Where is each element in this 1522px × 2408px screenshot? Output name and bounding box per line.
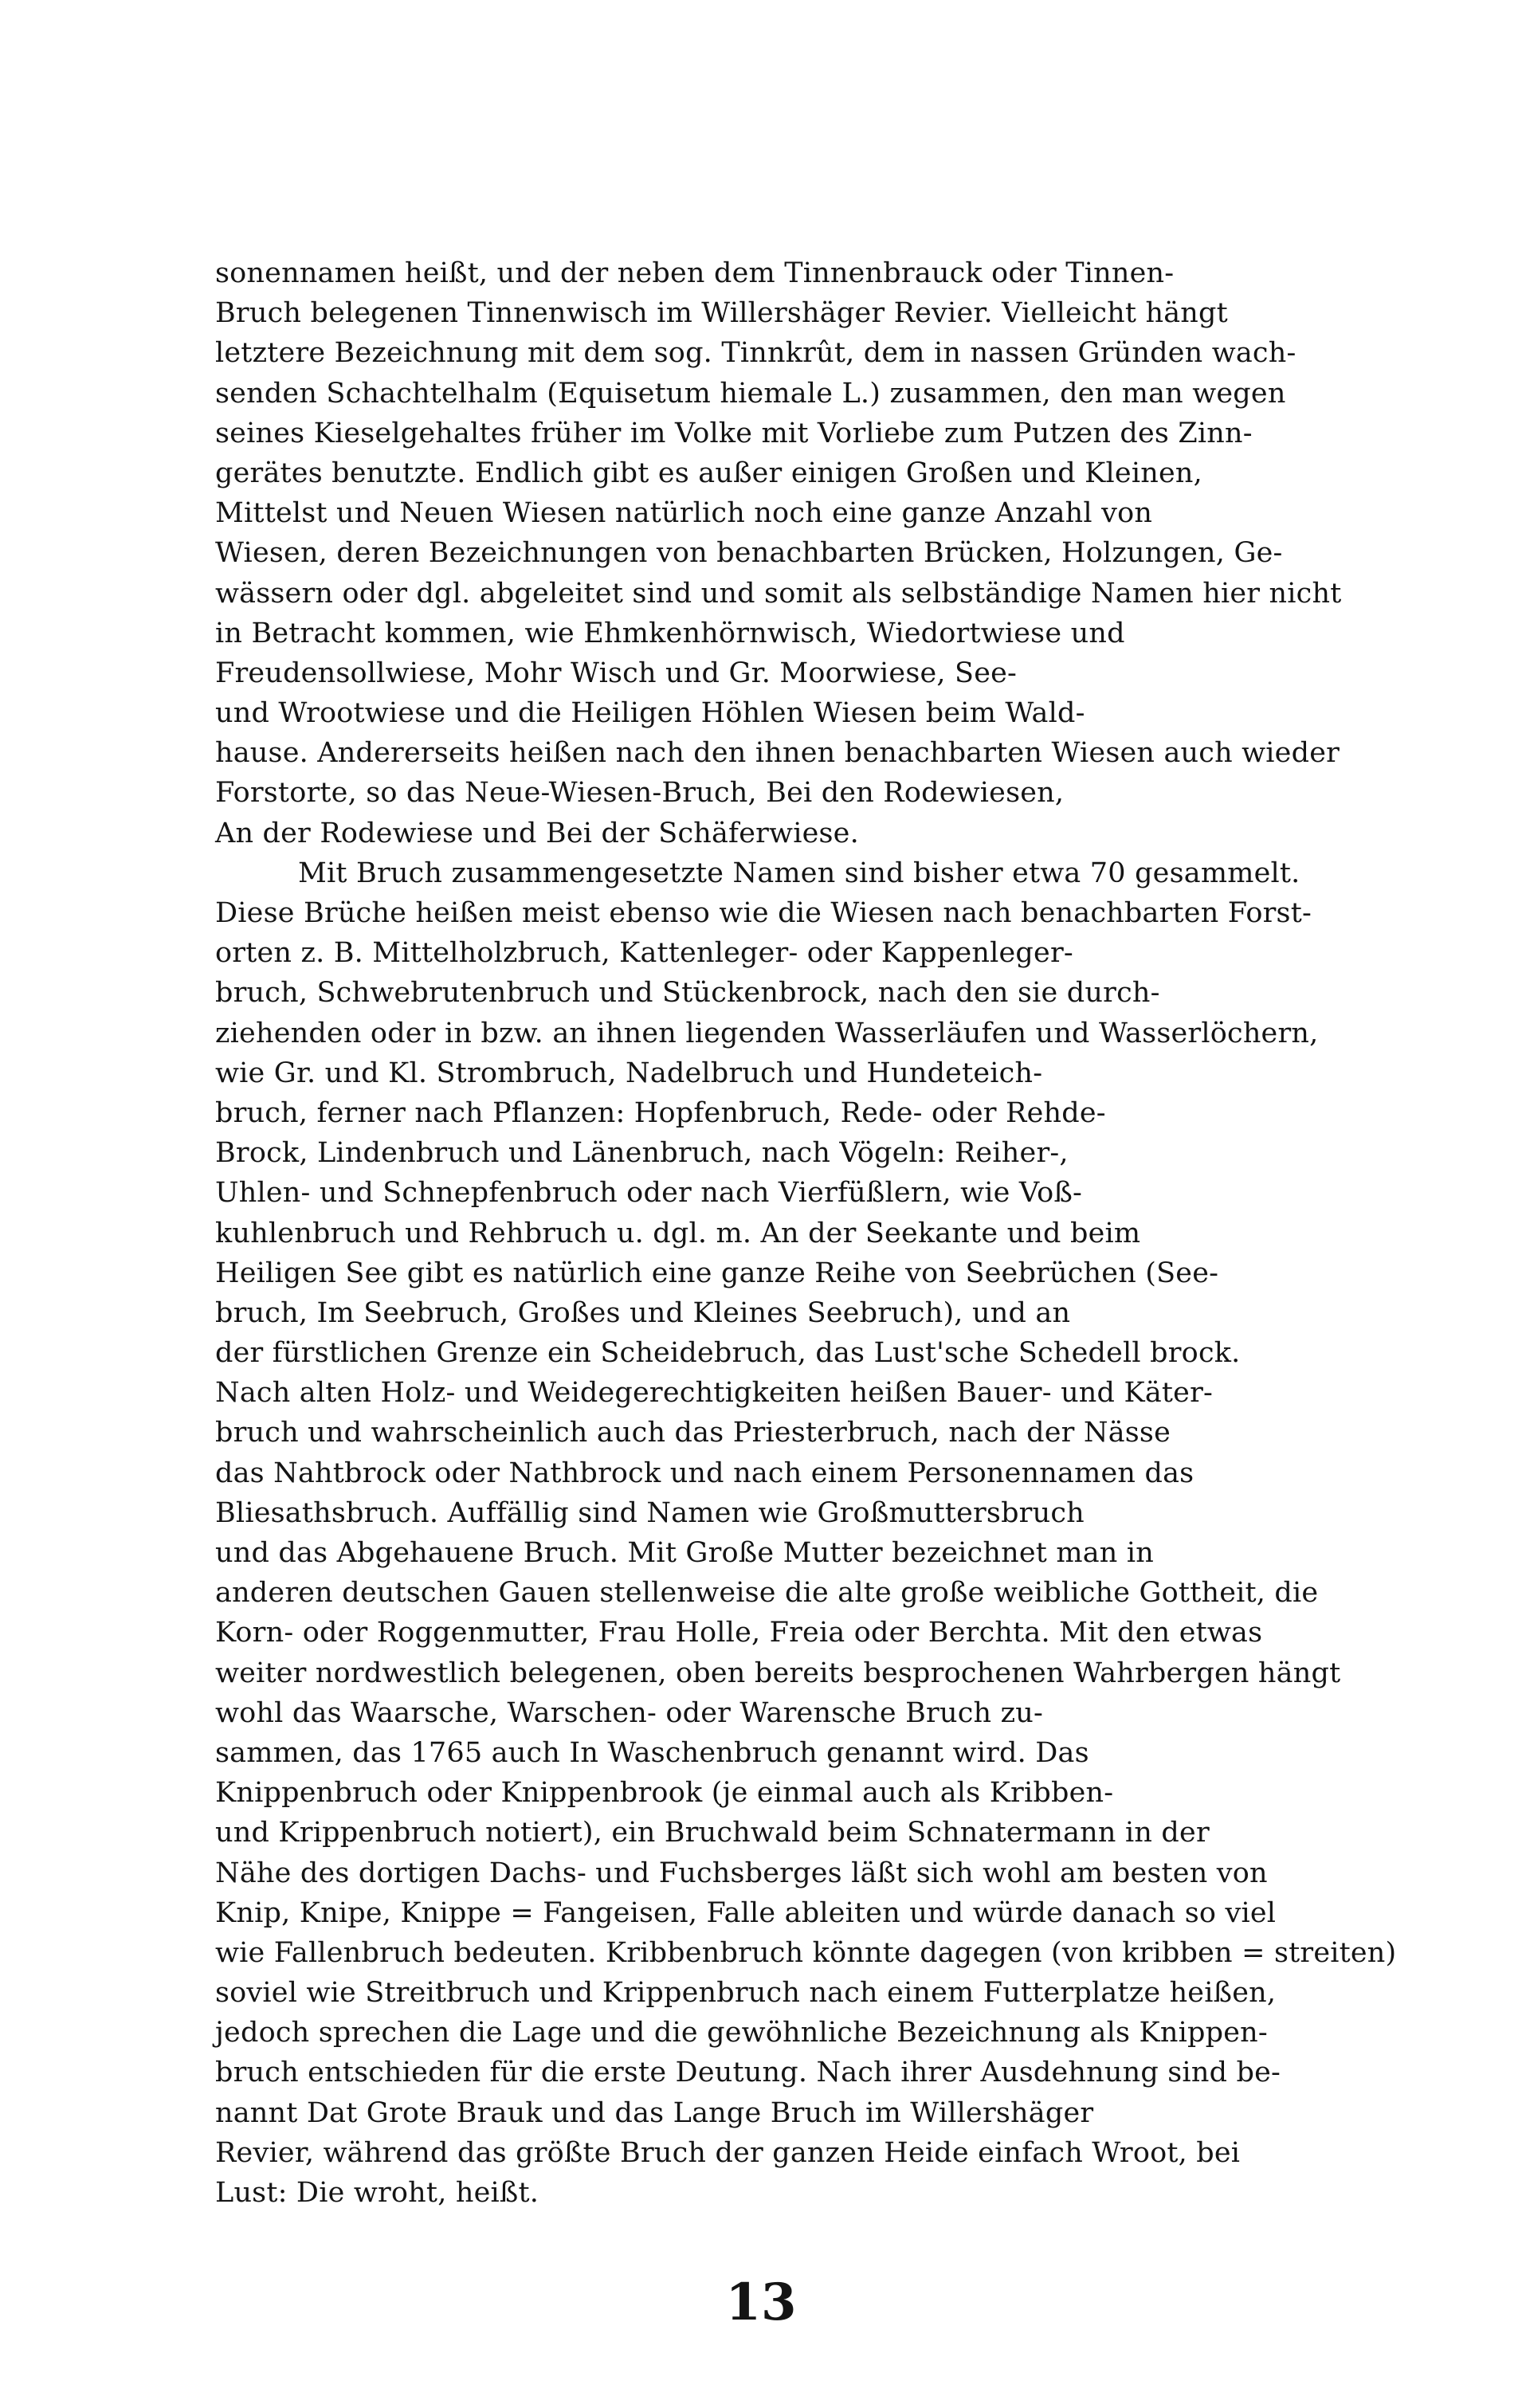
text-line: sonennamen heißt, und der neben dem Tinnenbrauck oder Tinnen-	[215, 257, 1175, 289]
text-line: Freudensollwiese, Mohr Wisch und Gr. Moorwiese, See-	[215, 657, 1018, 689]
text-line: Brock, Lindenbruch und Länenbruch, nach Vögeln: Reiher-,	[215, 1137, 1069, 1170]
text-line: wohl das Waarsche, Warschen- oder Warensche Bruch zu-	[215, 1696, 1043, 1729]
text-line: sammen, das 1765 auch In Waschenbruch genannt wird. Das	[215, 1736, 1089, 1769]
text-line: Forstorte, so das Neue-Wiesen-Bruch, Bei den Rodewiesen,	[215, 777, 1065, 810]
text-line: bruch, ferner nach Pflanzen: Hopfenbruch, Rede- oder Rehde-	[215, 1096, 1106, 1129]
text-line: anderen deutschen Gauen stellenweise die alte große weibliche Gottheit, die	[215, 1577, 1319, 1610]
text-line: Lust: Die wroht, heißt.	[215, 2177, 539, 2209]
text-line: Wiesen, deren Bezeichnungen von benachbarten Brücken, Holzungen, Ge-	[215, 537, 1283, 570]
text-line: bruch und wahrscheinlich auch das Priesterbruch, nach der Nässe	[215, 1417, 1171, 1449]
text-line: in Betracht kommen, wie Ehmkenhörnwisch, Wiedortwiese und	[215, 617, 1125, 649]
body-text	[215, 253, 1397, 2213]
text-line: wässern oder dgl. abgeleitet sind und somit als selbständige Namen hier nicht	[215, 577, 1342, 610]
text-line: orten z. B. Mittelholzbruch, Kattenleger- oder Kappenleger-	[215, 937, 1073, 970]
text-line: Mit Bruch zusammengesetzte Namen sind bisher etwa 70 gesammelt.	[298, 857, 1300, 889]
paragraph	[215, 853, 1397, 2213]
text-line: Korn- oder Roggenmutter, Frau Holle, Freia oder Berchta. Mit den etwas	[215, 1617, 1263, 1649]
text-line: Bliesathsbruch. Auffällig sind Namen wie Großmuttersbruch	[215, 1496, 1085, 1529]
text-line: Diese Brüche heißen meist ebenso wie die Wiesen nach benachbarten Forst-	[215, 897, 1312, 929]
text-line: das Nahtbrock oder Nathbrock und nach einem Personennamen das	[215, 1457, 1194, 1489]
text-line: letztere Bezeichnung mit dem sog. Tinnkrût, dem in nassen Gründen wach-	[215, 337, 1296, 370]
text-line: senden Schachtelhalm (Equisetum hiemale L.) zusammen, den man wegen	[215, 377, 1286, 410]
text-line: Nähe des dortigen Dachs- und Fuchsberges läßt sich wohl am besten von	[215, 1857, 1268, 1889]
text-line: bruch entschieden für die erste Deutung. Nach ihrer Ausdehnung sind be-	[215, 2057, 1281, 2089]
text-line: hause. Andererseits heißen nach den ihnen benachbarten Wiesen auch wieder	[215, 737, 1340, 770]
text-line: wie Gr. und Kl. Strombruch, Nadelbruch und Hundeteich-	[215, 1057, 1043, 1089]
text-line: seines Kieselgehaltes früher im Volke mit Vorliebe zum Putzen des Zinn-	[215, 417, 1253, 449]
page-number: 13	[725, 2273, 797, 2332]
text-line: jedoch sprechen die Lage und die gewöhnliche Bezeichnung als Knippen-	[215, 2017, 1268, 2049]
text-line: Knippenbruch oder Knippenbrook (je einmal auch als Kribben-	[215, 1777, 1114, 1810]
text-line: Revier, während das größte Bruch der ganzen Heide einfach Wroot, bei	[215, 2136, 1241, 2169]
text-line: Bruch belegenen Tinnenwisch im Willershäger Revier. Vielleicht hängt	[215, 297, 1228, 330]
text-line: kuhlenbruch und Rehbruch u. dgl. m. An der Seekante und beim	[215, 1217, 1141, 1249]
text-line: Nach alten Holz- und Weidegerechtigkeiten heißen Bauer- und Käter-	[215, 1377, 1214, 1410]
text-line: und das Abgehauene Bruch. Mit Große Mutter bezeichnet man in	[215, 1537, 1154, 1569]
text-line: gerätes benutzte. Endlich gibt es außer einigen Großen und Kleinen,	[215, 457, 1202, 489]
text-line: und Krippenbruch notiert), ein Bruchwald beim Schnatermann in der	[215, 1817, 1210, 1849]
text-line: und Wrootwiese und die Heiligen Höhlen Wiesen beim Wald-	[215, 697, 1085, 730]
text-line: Heiligen See gibt es natürlich eine ganze Reihe von Seebrüchen (See-	[215, 1257, 1219, 1289]
text-line: Knip, Knipe, Knippe = Fangeisen, Falle ableiten und würde danach so viel	[215, 1896, 1277, 1929]
text-line: ziehenden oder in bzw. an ihnen liegenden Wasserläufen und Wasserlöchern,	[215, 1017, 1319, 1049]
text-line: soviel wie Streitbruch und Krippenbruch nach einem Futterplatze heißen,	[215, 1977, 1277, 2010]
text-line: weiter nordwestlich belegenen, oben bereits besprochenen Wahrbergen hängt	[215, 1657, 1341, 1689]
text-line: der fürstlichen Grenze ein Scheidebruch, das Lust'sche Schedell brock.	[215, 1337, 1241, 1370]
text-line: An der Rodewiese und Bei der Schäferwiese.	[215, 817, 859, 849]
text-line: bruch, Im Seebruch, Großes und Kleines Seebruch), und an	[215, 1296, 1071, 1329]
text-line: nannt Dat Grote Brauk und das Lange Bruch im Willershäger	[215, 2096, 1094, 2129]
text-line: Mittelst und Neuen Wiesen natürlich noch eine ganze Anzahl von	[215, 497, 1153, 530]
text-line: Uhlen- und Schnepfenbruch oder nach Vierfüßlern, wie Voß-	[215, 1177, 1083, 1210]
text-line: bruch, Schwebrutenbruch und Stückenbrock, nach den sie durch-	[215, 977, 1160, 1010]
paragraph	[215, 253, 1342, 853]
text-line: wie Fallenbruch bedeuten. Kribbenbruch könnte dagegen (von kribben = streiten)	[215, 1936, 1397, 1969]
